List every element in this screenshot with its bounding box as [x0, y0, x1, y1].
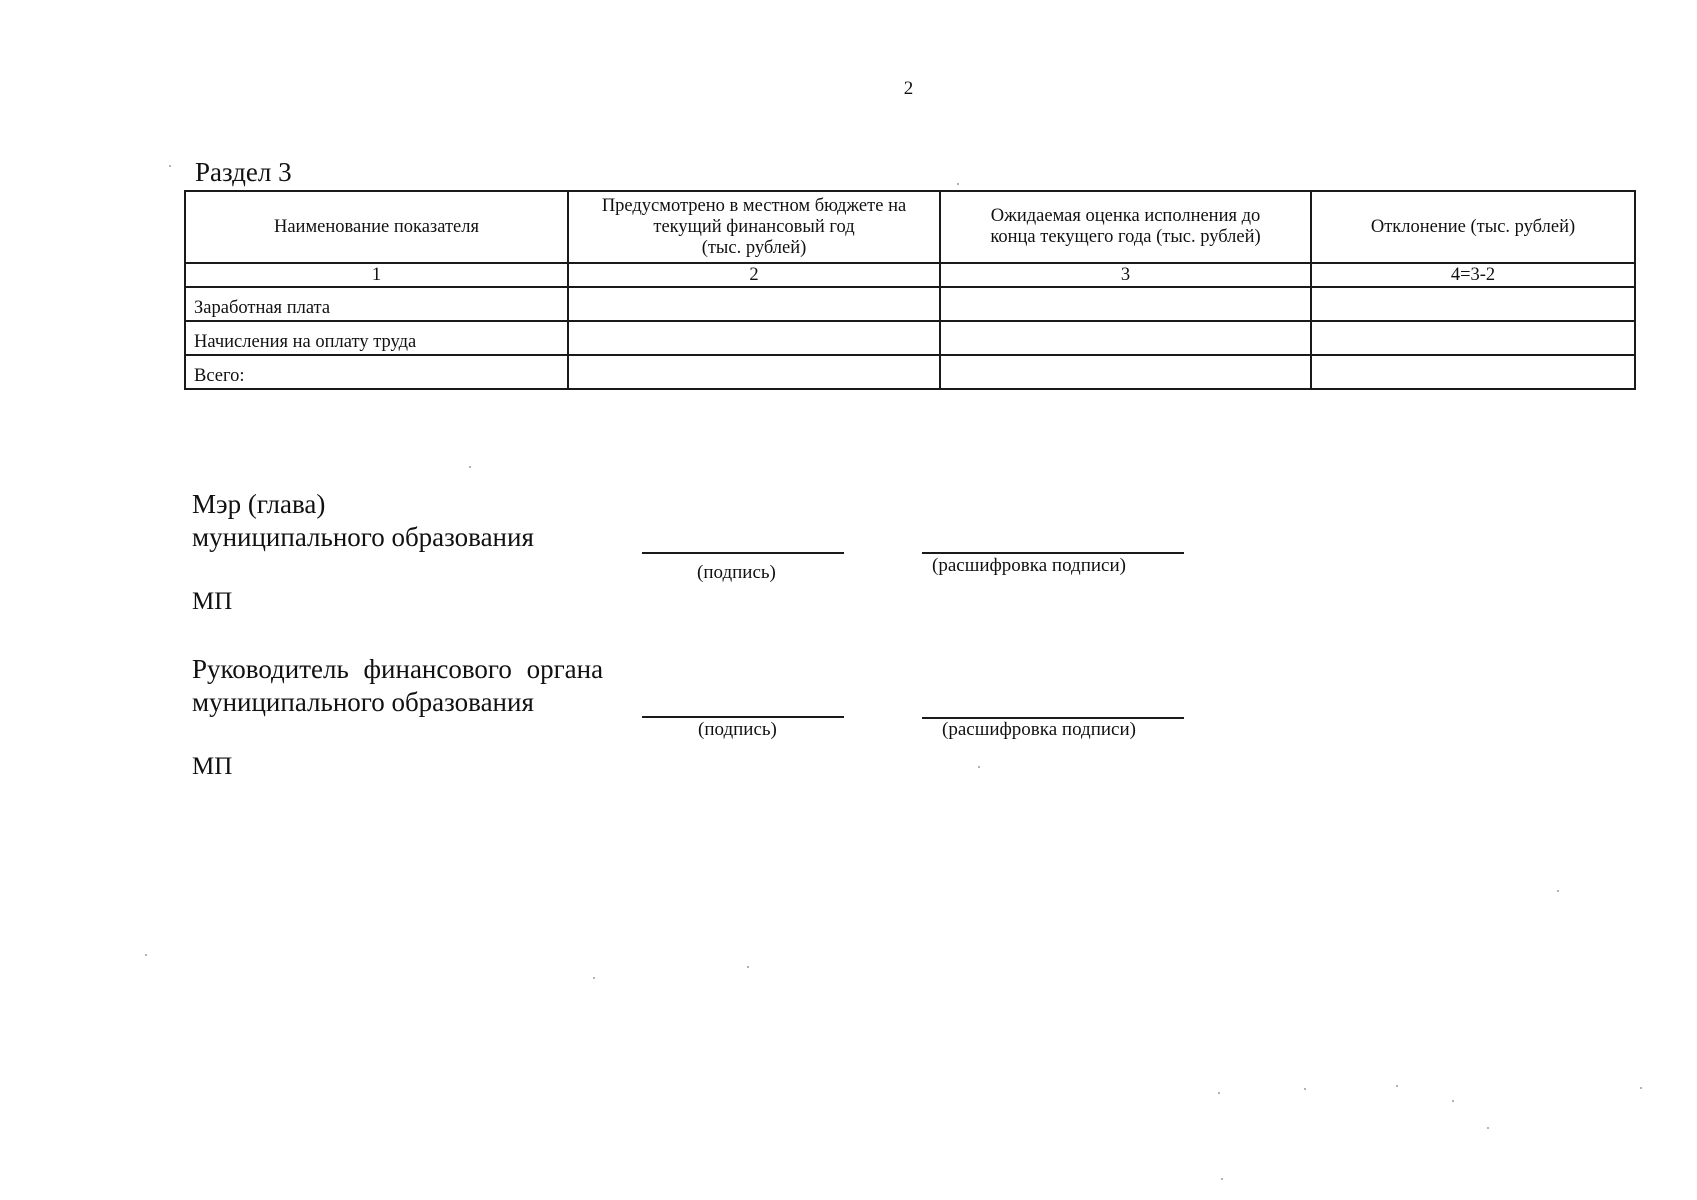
scan-speck — [469, 466, 471, 468]
mayor-transcript-caption: (расшифровка подписи) — [932, 555, 1126, 576]
cell-expected — [940, 321, 1311, 355]
scan-speck — [1304, 1088, 1306, 1090]
header-planned-line-1: Предусмотрено в местном бюджете на — [601, 195, 907, 216]
scan-speck — [1221, 1178, 1223, 1180]
table-row-total — [185, 355, 1635, 389]
scan-speck — [1640, 1087, 1642, 1089]
finance-head-title-line-2: муниципального образования — [192, 687, 534, 717]
finance-head-signature-title — [192, 653, 603, 719]
column-number: 4=3-2 — [1311, 263, 1635, 287]
column-number: 1 — [185, 263, 568, 287]
column-numbers-row — [185, 263, 1635, 287]
row-label: Заработная плата — [185, 287, 568, 321]
header-planned — [568, 191, 940, 263]
finance-head-signature-line — [642, 716, 844, 718]
scan-speck — [1557, 890, 1559, 892]
table-row-payroll-charges — [185, 321, 1635, 355]
row-label: Всего: — [185, 355, 568, 389]
finance-head-title-line-1: Руководитель финансового органа — [192, 654, 604, 684]
header-expected — [940, 191, 1311, 263]
cell-planned — [568, 287, 940, 321]
scan-speck — [169, 165, 171, 167]
scan-speck — [1218, 1092, 1220, 1094]
scan-speck — [145, 954, 147, 956]
mayor-stamp-label: МП — [192, 588, 233, 615]
budget-table — [184, 190, 1636, 390]
finance-head-signature-caption: (подпись) — [698, 719, 777, 740]
cell-deviation — [1311, 287, 1635, 321]
page-number: 2 — [903, 78, 914, 99]
header-deviation: Отклонение (тыс. рублей) — [1311, 191, 1635, 263]
header-planned-line-3: (тыс. рублей) — [701, 237, 807, 258]
cell-planned — [568, 355, 940, 389]
scan-speck — [1487, 1127, 1489, 1129]
cell-deviation — [1311, 355, 1635, 389]
header-expected-line-1: Ожидаемая оценка исполнения до — [990, 206, 1261, 226]
cell-planned — [568, 321, 940, 355]
mayor-title-line-2: муниципального образования — [192, 522, 534, 552]
mayor-signature-line — [642, 552, 844, 554]
table-header-row — [185, 191, 1635, 263]
scan-speck — [593, 977, 595, 979]
header-expected-line-2: конца текущего года (тыс. рублей) — [990, 227, 1261, 247]
cell-deviation — [1311, 321, 1635, 355]
scan-speck — [747, 966, 749, 968]
column-number: 3 — [940, 263, 1311, 287]
cell-expected — [940, 287, 1311, 321]
header-indicator-name: Наименование показателя — [185, 191, 568, 263]
column-number: 2 — [568, 263, 940, 287]
header-planned-line-2: текущий финансовый год — [653, 216, 855, 237]
mayor-title-line-1: Мэр (глава) — [192, 489, 326, 519]
mayor-signature-caption: (подпись) — [697, 562, 776, 583]
mayor-transcript-line — [922, 552, 1184, 554]
row-label: Начисления на оплату труда — [185, 321, 568, 355]
mayor-signature-title — [192, 488, 534, 554]
finance-head-transcript-caption: (расшифровка подписи) — [942, 719, 1136, 740]
scan-speck — [978, 766, 980, 768]
cell-expected — [940, 355, 1311, 389]
table-row-salary — [185, 287, 1635, 321]
scan-speck — [1396, 1085, 1398, 1087]
scan-speck — [957, 183, 959, 185]
finance-head-stamp-label: МП — [192, 753, 233, 780]
scan-speck — [1452, 1100, 1454, 1102]
section-title: Раздел 3 — [195, 157, 292, 187]
